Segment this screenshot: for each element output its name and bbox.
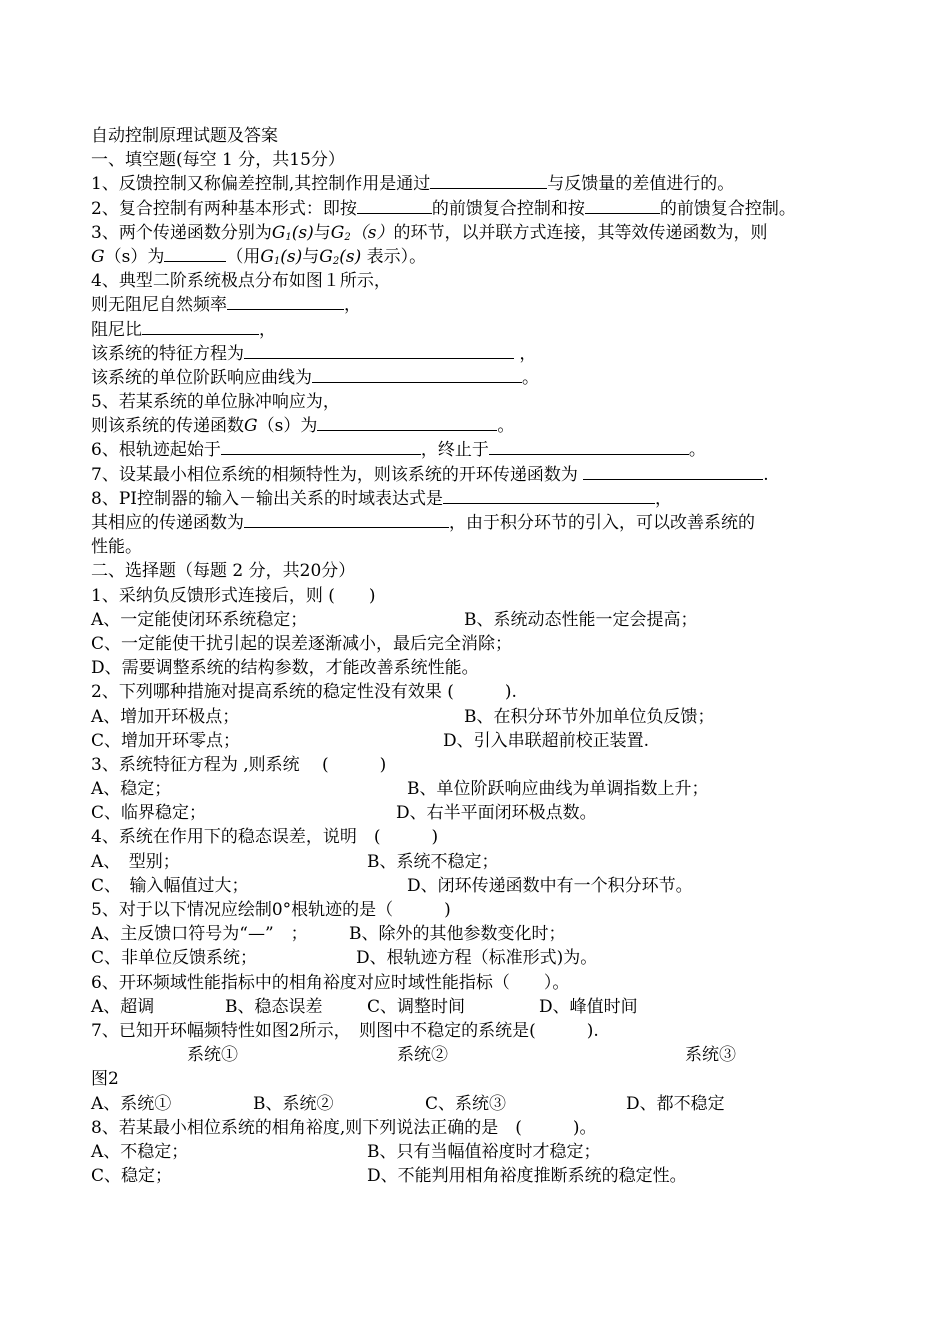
fill-question-5-cont: 则该系统的传递函数G（s）为 。 bbox=[91, 416, 515, 437]
choice-options-row bbox=[91, 632, 871, 656]
fill-question-4-damping: 阻尼比 ， bbox=[91, 319, 276, 340]
option-d: D、需要调整系统的结构参数，才能改善系统性能。 bbox=[91, 658, 479, 679]
choice-options-row bbox=[91, 705, 871, 729]
answer-blank bbox=[583, 463, 763, 480]
fill-question-6: 6、根轨迹起始于 ，终止于 。 bbox=[91, 440, 706, 461]
option-c: C、稳定； bbox=[91, 1166, 173, 1187]
answer-blank bbox=[142, 318, 259, 335]
fill-question-5: 5、若某系统的单位脉冲响应为， bbox=[91, 392, 340, 413]
system-3-label: 系统③ bbox=[685, 1045, 736, 1066]
document-title: 自动控制原理试题及答案 bbox=[91, 126, 278, 146]
option-d: D、引入串联超前校正装置. bbox=[443, 730, 650, 751]
option-b: B、只有当幅值裕度时才稳定； bbox=[367, 1141, 601, 1162]
choice-question-6: 6、开环频域性能指标中的相角裕度对应时域性能指标（ ）。 bbox=[91, 972, 570, 993]
option-b: B、除外的其他参数变化时； bbox=[349, 924, 566, 945]
fill-question-8-cont: 其相应的传递函数为 ，由于积分环节的引入，可以改善系统的 bbox=[91, 513, 755, 533]
fill-question-8: 8、PI控制器的输入－输出关系的时域表达式是 ， bbox=[91, 488, 672, 509]
choice-question-2: 2、下列哪种措施对提高系统的稳定性没有效果 ( ). bbox=[91, 682, 517, 703]
answer-blank bbox=[430, 172, 547, 189]
option-c: C、系统③ bbox=[425, 1093, 507, 1114]
fill-question-4-step: 该系统的单位阶跃响应曲线为 。 bbox=[91, 367, 539, 388]
choice-options-row bbox=[91, 801, 871, 825]
option-a: A、增加开环极点； bbox=[91, 706, 240, 727]
choice-options-row bbox=[91, 1140, 871, 1164]
choice-options-row bbox=[91, 922, 871, 946]
answer-blank bbox=[227, 293, 344, 310]
option-c: C、临界稳定； bbox=[91, 803, 207, 824]
option-d: D、峰值时间 bbox=[539, 996, 638, 1017]
answer-blank bbox=[317, 414, 497, 431]
system-1-label: 系统① bbox=[187, 1045, 238, 1066]
option-d: D、根轨迹方程（标准形式)为。 bbox=[356, 948, 598, 969]
option-b: B、在积分环节外加单位负反馈； bbox=[464, 706, 715, 727]
answer-blank bbox=[244, 511, 449, 528]
answer-blank bbox=[489, 438, 689, 455]
choice-question-1: 1、采纳负反馈形式连接后，则 ( ) bbox=[91, 585, 376, 606]
answer-blank bbox=[585, 197, 660, 214]
answer-blank bbox=[164, 245, 226, 262]
choice-options-row bbox=[91, 656, 871, 680]
fill-question-1: 1、反馈控制又称偏差控制,其控制作用是通过 与反馈量的差值进行的。 bbox=[91, 174, 735, 195]
choice-options-row bbox=[91, 1164, 871, 1188]
fill-question-3-cont: G（s）为 （用$G_1(s)$与$G_2(s)$ 表示）。 bbox=[91, 246, 427, 267]
choice-question-5: 5、对于以下情况应绘制0°根轨迹的是（ ) bbox=[91, 900, 451, 920]
figure-2-labels bbox=[91, 1043, 871, 1067]
option-d: D、都不稳定 bbox=[626, 1093, 725, 1114]
option-c: C、 输入幅值过大； bbox=[91, 875, 249, 896]
answer-blank bbox=[443, 487, 655, 504]
choice-options-row bbox=[91, 850, 871, 874]
choice-options-row bbox=[91, 995, 871, 1019]
option-c: C、增加开环零点； bbox=[91, 730, 241, 751]
option-d: D、闭环传递函数中有一个积分环节。 bbox=[407, 875, 693, 896]
option-b: B、系统② bbox=[253, 1093, 334, 1114]
figure-2-caption: 图2 bbox=[91, 1069, 119, 1090]
option-a: A、系统① bbox=[91, 1093, 172, 1114]
answer-blank bbox=[221, 438, 421, 455]
fill-question-3: 3、两个传递函数分别为$G_1(s)$与$G_2(s)$的环节，以并联方式连接，其等效传递函数为，则 bbox=[91, 222, 768, 243]
fill-question-4-freq: 则无阻尼自然频率 ， bbox=[91, 295, 361, 316]
choice-question-3: 3、系统特征方程为 ,则系统 ( ) bbox=[91, 754, 387, 775]
document-body bbox=[91, 124, 871, 1188]
option-d: D、右半平面闭环极点数。 bbox=[396, 803, 597, 824]
option-b: B、系统不稳定； bbox=[367, 851, 499, 872]
fill-question-4-char: 该系统的特征方程为 ， bbox=[91, 343, 537, 364]
choice-options-row bbox=[91, 608, 871, 632]
option-c: C、调整时间 bbox=[367, 996, 466, 1017]
option-a: A、 型别； bbox=[91, 851, 180, 872]
choice-options-row bbox=[91, 946, 871, 970]
answer-blank bbox=[312, 366, 522, 383]
fill-question-4: 4、典型二阶系统极点分布如图１所示， bbox=[91, 271, 391, 292]
option-a: A、超调 bbox=[91, 996, 155, 1017]
choice-options-row bbox=[91, 1092, 871, 1116]
system-2-label: 系统② bbox=[397, 1045, 448, 1066]
option-a: A、一定能使闭环系统稳定； bbox=[91, 609, 308, 630]
fill-question-2: 2、复合控制有两种基本形式：即按 的前馈复合控制和按 的前馈复合控制。 bbox=[91, 198, 796, 219]
answer-blank bbox=[357, 197, 432, 214]
choice-question-4: 4、系统在作用下的稳态误差，说明 ( ) bbox=[91, 827, 439, 848]
choice-options-row bbox=[91, 729, 871, 753]
option-a: A、主反馈口符号为“—” ； bbox=[91, 924, 308, 945]
option-a: A、不稳定； bbox=[91, 1141, 189, 1162]
fill-question-8-end: 性能。 bbox=[91, 537, 142, 558]
section-2-heading: 二、选择题（每题 2 分，共20分） bbox=[91, 561, 356, 582]
choice-options-row bbox=[91, 874, 871, 898]
option-b: B、单位阶跃响应曲线为单调指数上升； bbox=[407, 779, 709, 800]
option-d: D、不能判用相角裕度推断系统的稳定性。 bbox=[367, 1166, 687, 1187]
choice-question-7: 7、已知开环幅频特性如图2所示， 则图中不稳定的系统是( ). bbox=[91, 1020, 599, 1041]
answer-blank bbox=[244, 342, 514, 359]
option-b: B、系统动态性能一定会提高； bbox=[464, 609, 698, 630]
option-a: A、稳定； bbox=[91, 779, 172, 800]
option-c: C、一定能使干扰引起的误差逐渐减小，最后完全消除； bbox=[91, 633, 513, 654]
section-1-heading: 一、填空题(每空 1 分，共15分） bbox=[91, 150, 345, 171]
choice-question-8: 8、若某最小相位系统的相角裕度,则下列说法正确的是 ( )。 bbox=[91, 1117, 597, 1138]
option-b: B、稳态误差 bbox=[225, 996, 323, 1017]
option-c: C、非单位反馈系统； bbox=[91, 948, 258, 969]
fill-question-7: 7、设某最小相位系统的相频特性为，则该系统的开环传递函数为 . bbox=[91, 464, 769, 485]
choice-options-row bbox=[91, 777, 871, 801]
